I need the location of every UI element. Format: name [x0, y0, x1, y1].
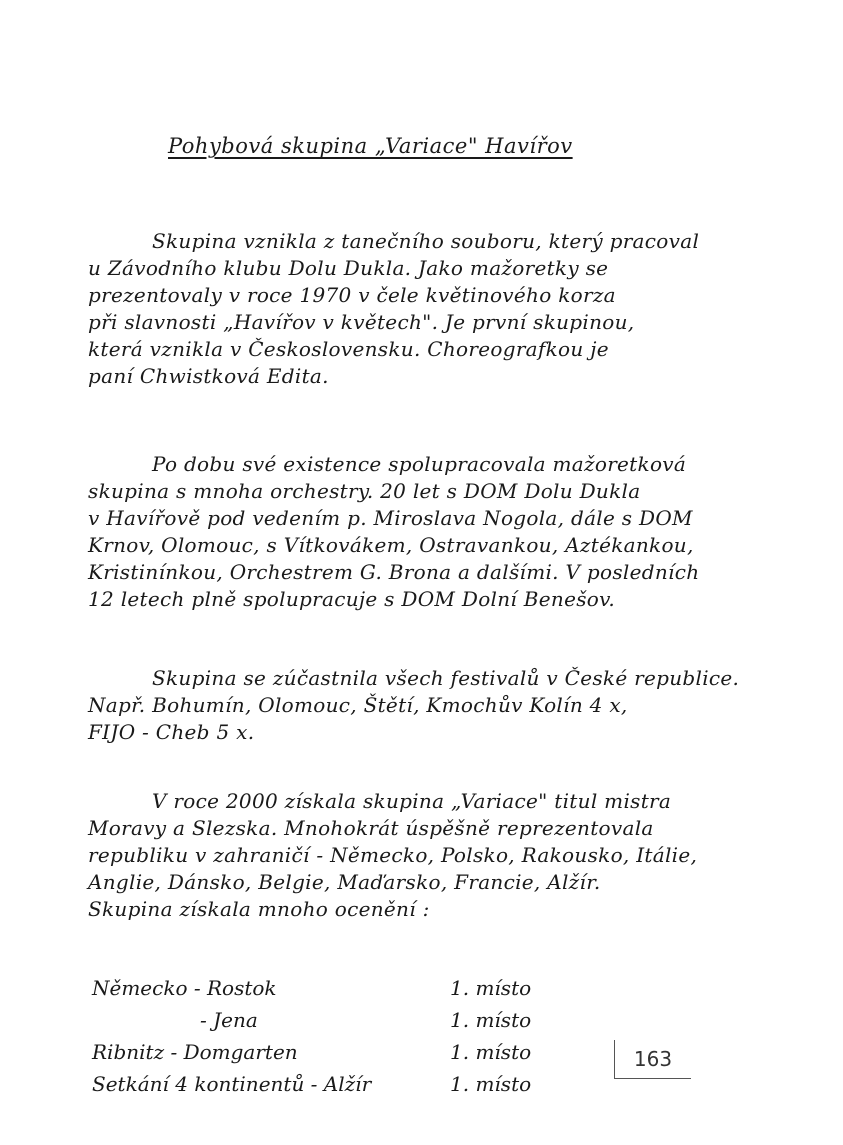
award-result: 1. místo	[450, 1008, 532, 1032]
paragraph-origin	[88, 228, 808, 390]
award-row	[92, 1040, 562, 1072]
text-line: Krnov, Olomouc, s Vítkovákem, Ostravankou, Aztékankou,	[88, 533, 694, 557]
text-line: republiku v zahraničí - Německo, Polsko, Rakousko, Itálie,	[88, 843, 698, 867]
text-line: prezentovaly v roce 1970 v čele květinového korza	[88, 283, 616, 307]
page-number: 163	[614, 1040, 691, 1079]
award-result: 1. místo	[450, 1072, 532, 1096]
text-line: 12 letech plně spolupracuje s DOM Dolní Benešov.	[88, 587, 616, 611]
text-line: Anglie, Dánsko, Belgie, Maďarsko, Francie, Alžír.	[88, 870, 601, 894]
text-line: skupina s mnoha orchestry. 20 let s DOM Dolu Dukla	[88, 479, 641, 503]
award-row	[92, 976, 562, 1008]
award-location: Ribnitz - Domgarten	[92, 1040, 298, 1064]
text-line: u Závodního klubu Dolu Dukla. Jako mažoretky se	[88, 256, 609, 280]
text-line: paní Chwistková Edita.	[88, 364, 329, 388]
paragraph-orchestras	[88, 451, 808, 613]
text-line: Skupina získala mnoho ocenění :	[88, 897, 430, 921]
text-line: Kristinínkou, Orchestrem G. Brona a dalšími. V posledních	[88, 560, 700, 584]
text-line: v Havířově pod vedením p. Miroslava Nogola, dále s DOM	[88, 506, 693, 530]
award-row	[92, 1008, 562, 1040]
text-line: V roce 2000 získala skupina „Variace" titul mistra	[152, 789, 672, 813]
award-location: Setkání 4 kontinentů - Alžír	[92, 1072, 372, 1096]
page-title: Pohybová skupina „Variace" Havířov	[168, 134, 573, 158]
text-line: FIJO - Cheb 5 x.	[88, 720, 255, 744]
text-line: při slavnosti „Havířov v květech". Je první skupinou,	[88, 310, 635, 334]
awards-list	[92, 976, 562, 1104]
paragraph-achievements	[88, 788, 808, 923]
award-result: 1. místo	[450, 1040, 532, 1064]
award-location: - Jena	[200, 1008, 258, 1032]
text-line: Po dobu své existence spolupracovala mažoretková	[152, 452, 687, 476]
text-line: Skupina vznikla z tanečního souboru, který pracoval	[152, 229, 700, 253]
text-line: Skupina se zúčastnila všech festivalů v České republice.	[152, 666, 740, 690]
award-row	[92, 1072, 562, 1104]
award-location: Německo - Rostok	[92, 976, 277, 1000]
award-result: 1. místo	[450, 976, 532, 1000]
paragraph-festivals	[88, 665, 808, 746]
text-line: Např. Bohumín, Olomouc, Štětí, Kmochův Kolín 4 x,	[88, 693, 628, 717]
text-line: která vznikla v Československu. Choreografkou je	[88, 337, 609, 361]
text-line: Moravy a Slezska. Mnohokrát úspěšně reprezentovala	[88, 816, 654, 840]
